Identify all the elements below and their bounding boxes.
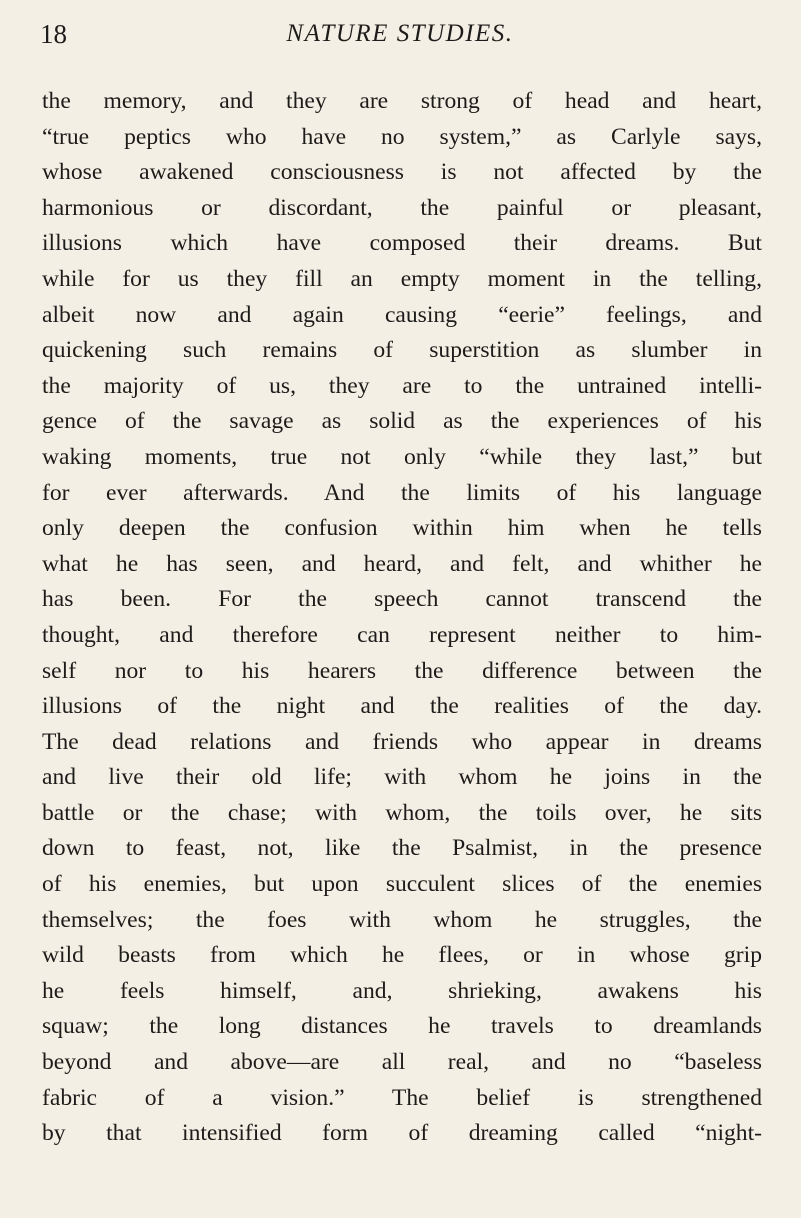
text-line: illusions which have composed their dreams. But [42, 230, 762, 257]
text-line: has been. For the speech cannot transcend the [42, 586, 762, 613]
text-line: self nor to his hearers the difference between the [42, 657, 762, 684]
text-line: down to feast, not, like the Psalmist, in the presence [42, 835, 762, 862]
page-header [40, 14, 760, 54]
text-line: battle or the chase; with whom, the toils over, he sits [42, 799, 762, 826]
text-line: and live their old life; with whom he joins in the [42, 764, 762, 791]
text-line: squaw; the long distances he travels to dreamlands [42, 1013, 762, 1040]
text-line: the memory, and they are strong of head and heart, [42, 88, 762, 114]
text-line: “true peptics who have no system,” as Carlyle says, [42, 123, 762, 150]
text-line: he feels himself, and, shrieking, awakens his [42, 977, 762, 1004]
text-line: quickening such remains of superstition as slumber in [42, 337, 762, 364]
text-line: whose awakened consciousness is not affected by the [42, 159, 762, 186]
text-line: gence of the savage as solid as the experiences of his [42, 408, 762, 435]
text-line: what he has seen, and heard, and felt, and whither he [42, 550, 762, 577]
text-line: while for us they fill an empty moment in the telling, [42, 265, 762, 292]
text-line: themselves; the foes with whom he struggles, the [42, 906, 762, 933]
text-line: albeit now and again causing “eerie” feelings, and [42, 301, 762, 328]
text-line: only deepen the confusion within him when he tells [42, 515, 762, 542]
text-line: fabric of a vision.” The belief is strengthened [42, 1084, 762, 1111]
text-line: for ever afterwards. And the limits of his language [42, 479, 762, 506]
text-line: The dead relations and friends who appear in dreams [42, 728, 762, 755]
text-line: beyond and above—are all real, and no “baseless [42, 1049, 762, 1076]
text-line: waking moments, true not only “while they last,” but [42, 443, 762, 470]
running-title: NATURE STUDIES. [286, 20, 514, 47]
text-line: wild beasts from which he flees, or in whose grip [42, 942, 762, 969]
text-line: harmonious or discordant, the painful or pleasant, [42, 194, 762, 221]
text-line: the majority of us, they are to the untrained intelli- [42, 372, 762, 399]
body-text [42, 84, 762, 1152]
text-line: thought, and therefore can represent neither to him- [42, 621, 762, 648]
text-line: of his enemies, but upon succulent slices of the enemies [42, 871, 762, 898]
text-line: illusions of the night and the realities of the day. [42, 693, 762, 720]
page-number: 18 [40, 19, 67, 49]
text-line: by that intensified form of dreaming called “night- [42, 1120, 762, 1147]
